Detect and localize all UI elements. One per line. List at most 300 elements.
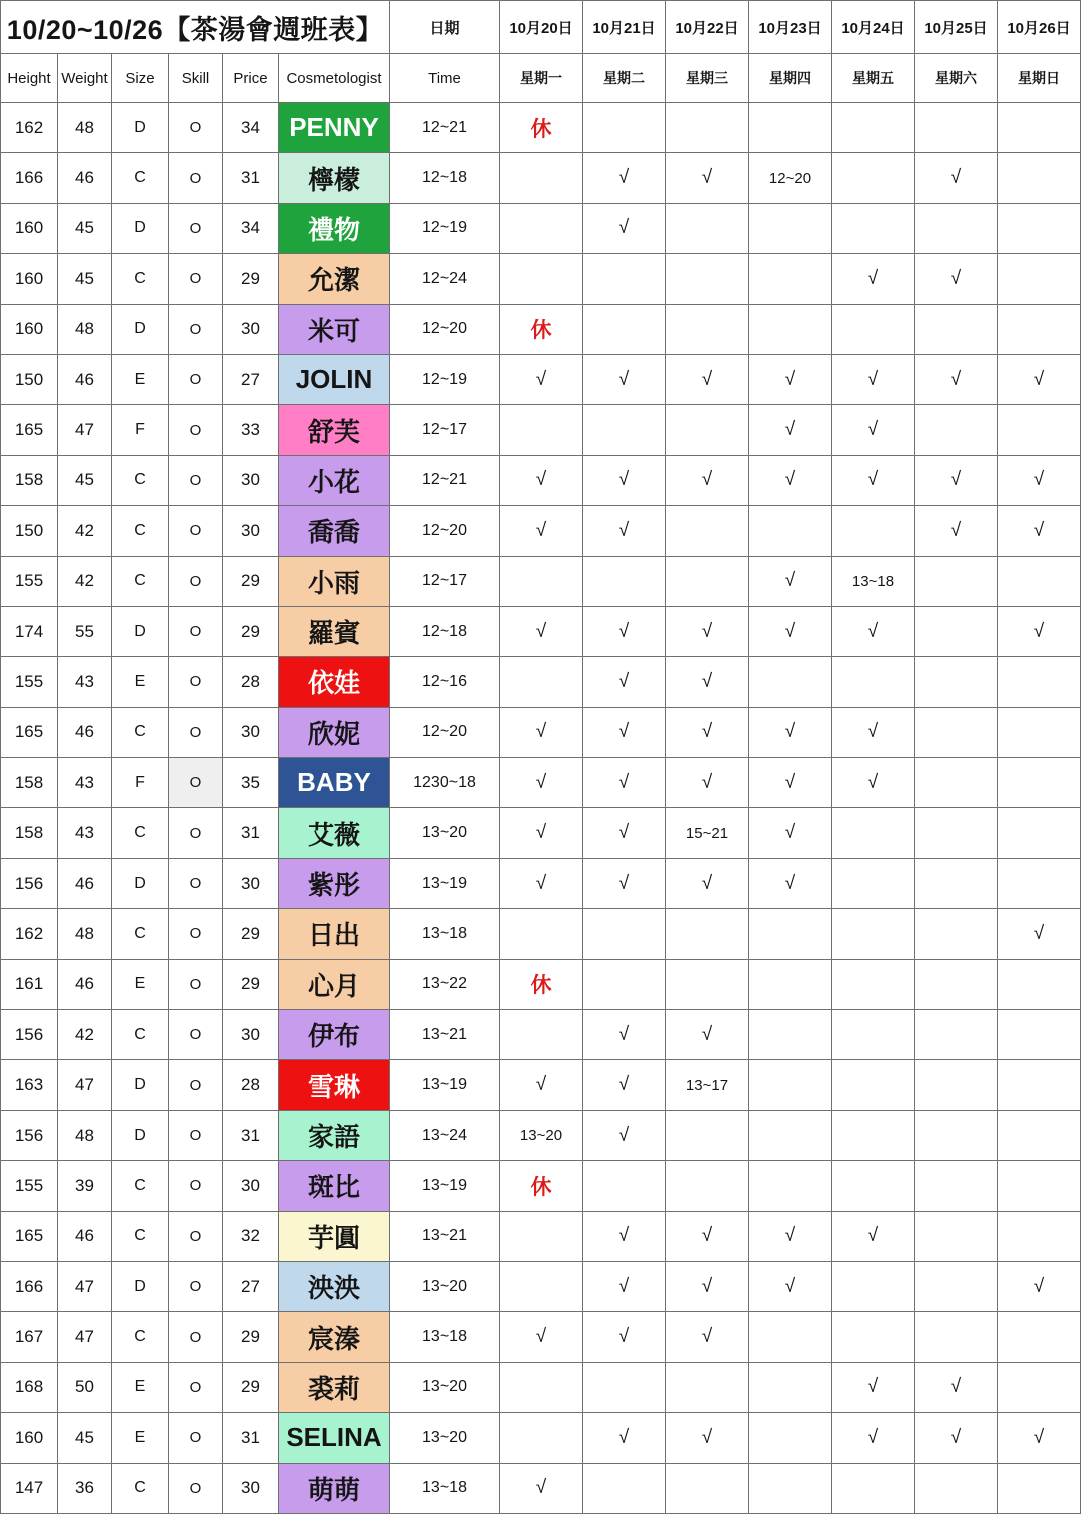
- weight-cell: 43: [58, 808, 112, 858]
- schedule-cell: [832, 153, 915, 203]
- size-cell: D: [112, 1111, 169, 1161]
- schedule-cell: 13~18: [832, 557, 915, 607]
- weight-cell: 36: [58, 1464, 112, 1514]
- schedule-cell: [832, 204, 915, 254]
- height-cell: 160: [1, 1413, 58, 1463]
- height-cell: 165: [1, 1212, 58, 1262]
- schedule-cell: [915, 708, 998, 758]
- weight-cell: 46: [58, 355, 112, 405]
- height-cell: 162: [1, 103, 58, 153]
- price-cell: 29: [223, 254, 279, 304]
- skill-cell: O: [169, 1212, 223, 1262]
- schedule-cell: [749, 506, 832, 556]
- price-cell: 29: [223, 607, 279, 657]
- price-cell: 32: [223, 1212, 279, 1262]
- skill-cell: O: [169, 1010, 223, 1060]
- date-header: 10月25日: [915, 1, 998, 54]
- cosmetologist-name: 芋圓: [279, 1212, 390, 1262]
- weight-cell: 42: [58, 1010, 112, 1060]
- height-cell: 165: [1, 708, 58, 758]
- schedule-cell: [915, 1212, 998, 1262]
- weight-cell: 45: [58, 1413, 112, 1463]
- weight-cell: 46: [58, 859, 112, 909]
- schedule-cell: √: [915, 1363, 998, 1413]
- schedule-cell: [915, 657, 998, 707]
- schedule-cell: √: [998, 1413, 1081, 1463]
- schedule-cell: √: [749, 607, 832, 657]
- time-cell: 12~24: [390, 254, 500, 304]
- table-row: [1, 808, 1081, 858]
- size-cell: E: [112, 1363, 169, 1413]
- price-cell: 31: [223, 1111, 279, 1161]
- schedule-cell: [915, 204, 998, 254]
- weight-cell: 50: [58, 1363, 112, 1413]
- column-header-size: Size: [112, 54, 169, 103]
- schedule-cell: √: [832, 1413, 915, 1463]
- time-cell: 13~20: [390, 1262, 500, 1312]
- schedule-cell: [666, 557, 749, 607]
- schedule-cell: [832, 1312, 915, 1362]
- schedule-cell: [915, 305, 998, 355]
- schedule-cell: √: [500, 859, 583, 909]
- schedule-cell: [500, 1413, 583, 1463]
- schedule-cell: √: [583, 1262, 666, 1312]
- weekday-header: 星期日: [998, 54, 1081, 103]
- schedule-cell: √: [915, 456, 998, 506]
- weekday-header: 星期一: [500, 54, 583, 103]
- time-cell: 12~20: [390, 708, 500, 758]
- table-row: [1, 103, 1081, 153]
- schedule-cell: √: [749, 1212, 832, 1262]
- cosmetologist-name: 雪琳: [279, 1060, 390, 1110]
- schedule-cell: √: [832, 1212, 915, 1262]
- weight-cell: 42: [58, 557, 112, 607]
- cosmetologist-name: 依娃: [279, 657, 390, 707]
- skill-cell: O: [169, 557, 223, 607]
- table-row: [1, 456, 1081, 506]
- time-cell: 12~19: [390, 204, 500, 254]
- schedule-cell: [583, 103, 666, 153]
- table-row: [1, 758, 1081, 808]
- size-cell: D: [112, 1060, 169, 1110]
- skill-cell: O: [169, 103, 223, 153]
- time-cell: 13~18: [390, 1464, 500, 1514]
- weight-cell: 46: [58, 1212, 112, 1262]
- schedule-cell: √: [915, 1413, 998, 1463]
- cosmetologist-name: 允潔: [279, 254, 390, 304]
- cosmetologist-name: 心月: [279, 960, 390, 1010]
- weekday-header: 星期五: [832, 54, 915, 103]
- height-cell: 155: [1, 1161, 58, 1211]
- schedule-cell: √: [749, 808, 832, 858]
- price-cell: 31: [223, 1413, 279, 1463]
- weight-cell: 43: [58, 758, 112, 808]
- size-cell: E: [112, 657, 169, 707]
- date-header: 10月20日: [500, 1, 583, 54]
- weekday-header: 星期六: [915, 54, 998, 103]
- schedule-cell: √: [666, 355, 749, 405]
- weekday-header: 星期二: [583, 54, 666, 103]
- height-cell: 155: [1, 557, 58, 607]
- schedule-cell: √: [666, 1262, 749, 1312]
- cosmetologist-name: 艾薇: [279, 808, 390, 858]
- schedule-cell: √: [666, 1312, 749, 1362]
- table-row: [1, 305, 1081, 355]
- schedule-cell: [832, 103, 915, 153]
- table-row: [1, 909, 1081, 959]
- skill-cell: O: [169, 405, 223, 455]
- column-header-cosmetologist: Cosmetologist: [279, 54, 390, 103]
- weight-cell: 45: [58, 456, 112, 506]
- schedule-cell: [832, 960, 915, 1010]
- price-cell: 33: [223, 405, 279, 455]
- weight-cell: 46: [58, 708, 112, 758]
- schedule-cell: √: [500, 506, 583, 556]
- schedule-cell: [832, 808, 915, 858]
- schedule-cell: √: [666, 1010, 749, 1060]
- page-title: 10/20~10/26【茶湯會週班表】: [1, 1, 390, 54]
- height-cell: 158: [1, 456, 58, 506]
- schedule-cell: [666, 1111, 749, 1161]
- schedule-cell: [583, 305, 666, 355]
- table-row: [1, 1262, 1081, 1312]
- schedule-cell: √: [583, 153, 666, 203]
- schedule-cell: [666, 1161, 749, 1211]
- schedule-cell: [915, 1161, 998, 1211]
- skill-cell: O: [169, 758, 223, 808]
- schedule-cell: 12~20: [749, 153, 832, 203]
- height-cell: 150: [1, 355, 58, 405]
- skill-cell: O: [169, 607, 223, 657]
- size-cell: C: [112, 708, 169, 758]
- schedule-cell: √: [915, 355, 998, 405]
- schedule-cell: √: [583, 1312, 666, 1362]
- schedule-cell: √: [998, 506, 1081, 556]
- table-row: [1, 1212, 1081, 1262]
- skill-cell: O: [169, 456, 223, 506]
- time-cell: 13~20: [390, 808, 500, 858]
- schedule-cell: √: [500, 456, 583, 506]
- schedule-cell: √: [666, 708, 749, 758]
- schedule-cell: [915, 808, 998, 858]
- date-label: 日期: [390, 1, 500, 54]
- price-cell: 31: [223, 153, 279, 203]
- header-row-dates: [1, 1, 1081, 54]
- table-row: [1, 1111, 1081, 1161]
- cosmetologist-name: 萌萌: [279, 1464, 390, 1514]
- time-cell: 12~20: [390, 506, 500, 556]
- cosmetologist-name: 裘莉: [279, 1363, 390, 1413]
- schedule-cell: √: [583, 506, 666, 556]
- time-cell: 12~17: [390, 557, 500, 607]
- height-cell: 156: [1, 859, 58, 909]
- time-cell: 12~21: [390, 103, 500, 153]
- schedule-cell: [666, 204, 749, 254]
- time-cell: 13~22: [390, 960, 500, 1010]
- schedule-cell: √: [583, 1010, 666, 1060]
- schedule-cell: [832, 1262, 915, 1312]
- schedule-cell: [749, 103, 832, 153]
- schedule-cell: √: [583, 859, 666, 909]
- time-cell: 12~18: [390, 153, 500, 203]
- schedule-cell: [500, 557, 583, 607]
- weekday-header: 星期四: [749, 54, 832, 103]
- cosmetologist-name: 羅賓: [279, 607, 390, 657]
- schedule-cell: [832, 1060, 915, 1110]
- schedule-cell: √: [583, 1060, 666, 1110]
- size-cell: F: [112, 405, 169, 455]
- schedule-cell: [666, 909, 749, 959]
- height-cell: 156: [1, 1111, 58, 1161]
- weight-cell: 45: [58, 254, 112, 304]
- schedule-cell: √: [832, 254, 915, 304]
- skill-cell: O: [169, 1060, 223, 1110]
- cosmetologist-name: 米可: [279, 305, 390, 355]
- cosmetologist-name: PENNY: [279, 103, 390, 153]
- schedule-cell: √: [915, 506, 998, 556]
- skill-cell: O: [169, 254, 223, 304]
- schedule-cell: [915, 960, 998, 1010]
- date-header: 10月22日: [666, 1, 749, 54]
- schedule-cell: [915, 405, 998, 455]
- schedule-cell: √: [500, 1060, 583, 1110]
- date-header: 10月24日: [832, 1, 915, 54]
- price-cell: 31: [223, 808, 279, 858]
- table-row: [1, 657, 1081, 707]
- schedule-cell: √: [666, 1413, 749, 1463]
- schedule-cell: [998, 1464, 1081, 1514]
- schedule-cell: √: [583, 607, 666, 657]
- schedule-cell: [500, 1212, 583, 1262]
- date-header: 10月23日: [749, 1, 832, 54]
- price-cell: 35: [223, 758, 279, 808]
- schedule-cell: √: [583, 1212, 666, 1262]
- schedule-cell: [832, 1111, 915, 1161]
- schedule-cell: √: [583, 456, 666, 506]
- table-row: [1, 405, 1081, 455]
- time-cell: 13~18: [390, 1312, 500, 1362]
- schedule-cell: [500, 405, 583, 455]
- price-cell: 28: [223, 657, 279, 707]
- schedule-cell: [998, 1212, 1081, 1262]
- schedule-cell: [583, 909, 666, 959]
- skill-cell: O: [169, 859, 223, 909]
- price-cell: 30: [223, 1010, 279, 1060]
- schedule-cell: √: [666, 607, 749, 657]
- height-cell: 166: [1, 1262, 58, 1312]
- skill-cell: O: [169, 204, 223, 254]
- schedule-cell: √: [832, 456, 915, 506]
- schedule-cell: [749, 960, 832, 1010]
- schedule-cell: [998, 1060, 1081, 1110]
- height-cell: 160: [1, 254, 58, 304]
- price-cell: 34: [223, 204, 279, 254]
- date-header: 10月21日: [583, 1, 666, 54]
- schedule-cell: √: [998, 607, 1081, 657]
- skill-cell: O: [169, 1312, 223, 1362]
- schedule-cell: √: [832, 1363, 915, 1413]
- skill-cell: O: [169, 355, 223, 405]
- schedule-cell: √: [583, 657, 666, 707]
- schedule-cell: √: [749, 758, 832, 808]
- table-row: [1, 859, 1081, 909]
- cosmetologist-name: 舒芙: [279, 405, 390, 455]
- table-row: [1, 1060, 1081, 1110]
- price-cell: 30: [223, 708, 279, 758]
- schedule-cell: [583, 254, 666, 304]
- schedule-cell: √: [500, 708, 583, 758]
- schedule-cell: [915, 557, 998, 607]
- schedule-cell: [749, 657, 832, 707]
- schedule-cell: [998, 1312, 1081, 1362]
- schedule-cell: [666, 960, 749, 1010]
- schedule-cell: [500, 909, 583, 959]
- table-row: [1, 1161, 1081, 1211]
- skill-cell: O: [169, 909, 223, 959]
- size-cell: E: [112, 960, 169, 1010]
- schedule-cell: [666, 1363, 749, 1413]
- size-cell: C: [112, 1212, 169, 1262]
- schedule-cell: 15~21: [666, 808, 749, 858]
- schedule-cell: √: [915, 153, 998, 203]
- height-cell: 158: [1, 808, 58, 858]
- schedule-cell: [666, 506, 749, 556]
- schedule-cell: [998, 103, 1081, 153]
- cosmetologist-name: 家語: [279, 1111, 390, 1161]
- table-row: [1, 204, 1081, 254]
- schedule-cell: √: [583, 1111, 666, 1161]
- time-cell: 12~19: [390, 355, 500, 405]
- weight-cell: 48: [58, 1111, 112, 1161]
- price-cell: 29: [223, 1363, 279, 1413]
- height-cell: 160: [1, 305, 58, 355]
- schedule-cell: [749, 1010, 832, 1060]
- schedule-cell: √: [749, 557, 832, 607]
- size-cell: C: [112, 254, 169, 304]
- schedule-cell: [915, 758, 998, 808]
- schedule-cell: [583, 1464, 666, 1514]
- schedule-cell: [998, 405, 1081, 455]
- schedule-cell: [915, 1464, 998, 1514]
- size-cell: D: [112, 103, 169, 153]
- price-cell: 34: [223, 103, 279, 153]
- table-row: [1, 1413, 1081, 1463]
- size-cell: D: [112, 859, 169, 909]
- skill-cell: O: [169, 153, 223, 203]
- schedule-cell: √: [749, 456, 832, 506]
- column-header-height: Height: [1, 54, 58, 103]
- table-row: [1, 607, 1081, 657]
- price-cell: 29: [223, 557, 279, 607]
- schedule-cell: √: [915, 254, 998, 304]
- schedule-cell: [749, 909, 832, 959]
- table-row: [1, 1010, 1081, 1060]
- schedule-cell: [666, 305, 749, 355]
- schedule-cell: [832, 506, 915, 556]
- schedule-cell: [666, 103, 749, 153]
- schedule-cell: [998, 1010, 1081, 1060]
- schedule-cell: 13~20: [500, 1111, 583, 1161]
- schedule-cell: [832, 859, 915, 909]
- schedule-cell: √: [832, 405, 915, 455]
- schedule-cell: [998, 254, 1081, 304]
- schedule-cell: √: [666, 657, 749, 707]
- schedule-cell: √: [832, 758, 915, 808]
- schedule-cell: [998, 1363, 1081, 1413]
- skill-cell: O: [169, 1262, 223, 1312]
- schedule-cell: √: [500, 1312, 583, 1362]
- schedule-cell: √: [583, 1413, 666, 1463]
- schedule-cell: [915, 1312, 998, 1362]
- schedule-cell: [666, 254, 749, 304]
- schedule-cell: 休: [500, 1161, 583, 1211]
- schedule-cell: [749, 1312, 832, 1362]
- height-cell: 174: [1, 607, 58, 657]
- schedule-cell: √: [666, 1212, 749, 1262]
- cosmetologist-name: SELINA: [279, 1413, 390, 1463]
- time-cell: 1230~18: [390, 758, 500, 808]
- size-cell: C: [112, 153, 169, 203]
- schedule-cell: [583, 557, 666, 607]
- height-cell: 168: [1, 1363, 58, 1413]
- schedule-cell: [500, 153, 583, 203]
- height-cell: 161: [1, 960, 58, 1010]
- schedule-cell: [998, 204, 1081, 254]
- schedule-cell: √: [500, 355, 583, 405]
- time-cell: 13~19: [390, 1060, 500, 1110]
- cosmetologist-name: 喬喬: [279, 506, 390, 556]
- time-cell: 13~21: [390, 1010, 500, 1060]
- schedule-cell: [749, 204, 832, 254]
- cosmetologist-name: 禮物: [279, 204, 390, 254]
- schedule-cell: √: [500, 758, 583, 808]
- weight-cell: 47: [58, 1262, 112, 1312]
- time-cell: 13~18: [390, 909, 500, 959]
- height-cell: 163: [1, 1060, 58, 1110]
- schedule-cell: √: [500, 1464, 583, 1514]
- schedule-cell: [749, 305, 832, 355]
- schedule-cell: √: [832, 708, 915, 758]
- schedule-cell: [500, 1262, 583, 1312]
- weekday-header: 星期三: [666, 54, 749, 103]
- schedule-cell: √: [749, 708, 832, 758]
- schedule-cell: [832, 657, 915, 707]
- time-cell: 12~20: [390, 305, 500, 355]
- schedule-cell: [583, 960, 666, 1010]
- table-row: [1, 153, 1081, 203]
- time-cell: 12~16: [390, 657, 500, 707]
- schedule-cell: [749, 1060, 832, 1110]
- schedule-cell: [915, 103, 998, 153]
- schedule-cell: √: [500, 808, 583, 858]
- time-cell: 12~18: [390, 607, 500, 657]
- height-cell: 162: [1, 909, 58, 959]
- price-cell: 30: [223, 456, 279, 506]
- schedule-cell: [998, 758, 1081, 808]
- header-row-columns: [1, 54, 1081, 103]
- schedule-cell: [749, 1464, 832, 1514]
- schedule-cell: 休: [500, 960, 583, 1010]
- schedule-cell: [998, 305, 1081, 355]
- table-row: [1, 355, 1081, 405]
- cosmetologist-name: 檸檬: [279, 153, 390, 203]
- column-header-skill: Skill: [169, 54, 223, 103]
- cosmetologist-name: 紫彤: [279, 859, 390, 909]
- schedule-cell: √: [749, 859, 832, 909]
- table-row: [1, 506, 1081, 556]
- time-cell: 13~21: [390, 1212, 500, 1262]
- size-cell: C: [112, 456, 169, 506]
